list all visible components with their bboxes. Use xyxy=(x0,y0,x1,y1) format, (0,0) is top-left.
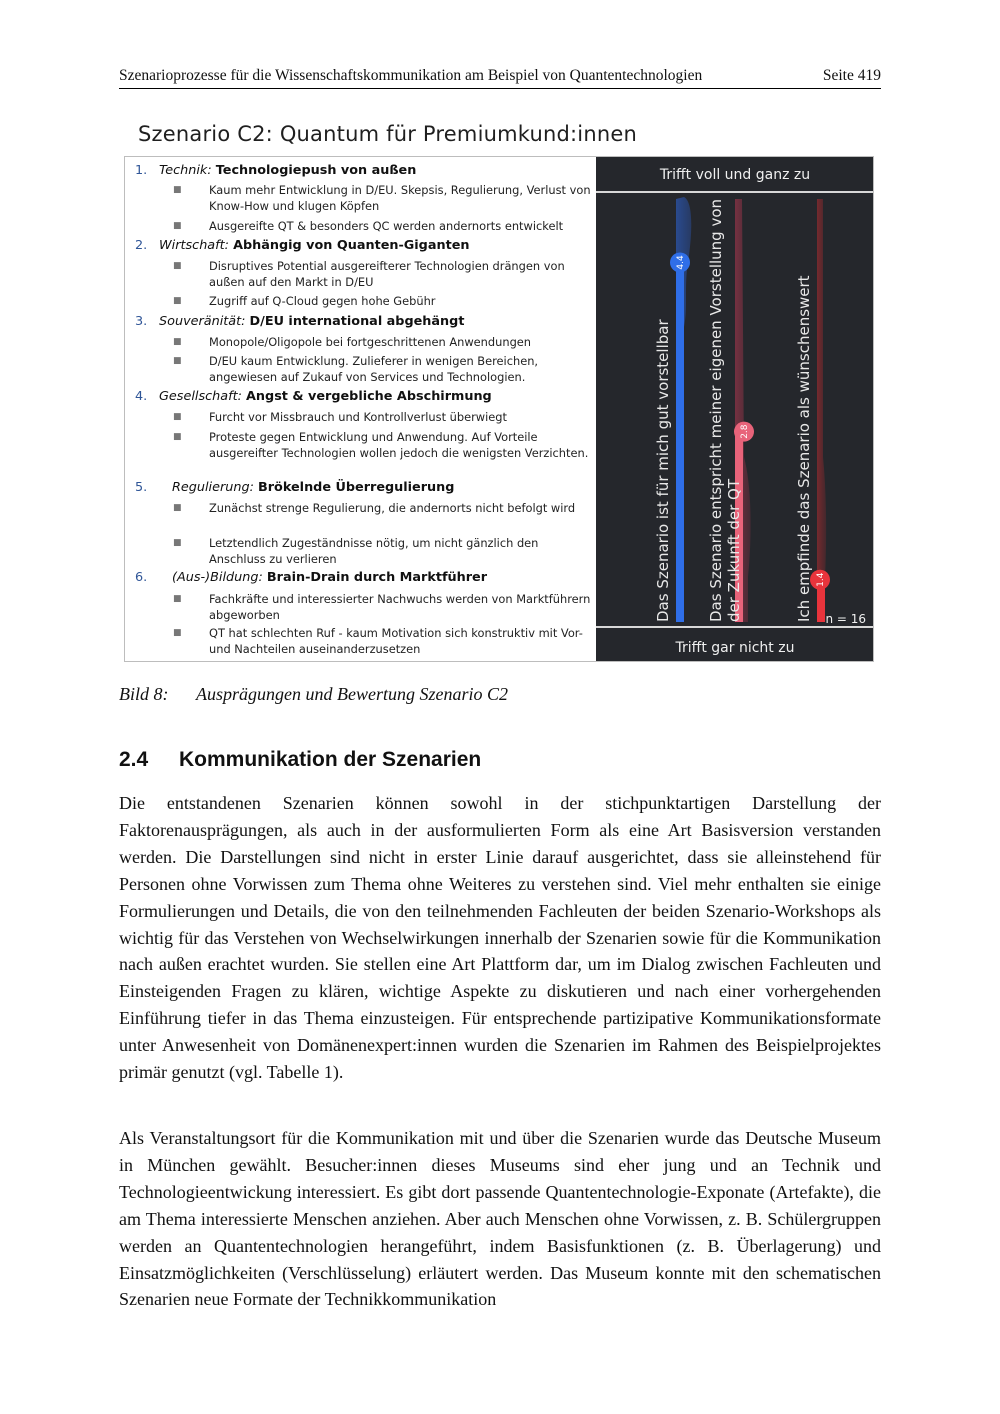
bullet-text: Letztendlich Zugeständnisse nötig, um nicht gänzlich den Anschluss zu verlieren xyxy=(209,536,539,566)
value-bar-1 xyxy=(676,262,684,622)
item-category: (Aus-)Bildung: xyxy=(172,570,263,585)
series-label-2: Das Szenario entspricht meiner eigenen Vorstellung von xyxy=(707,198,725,622)
running-title: Szenarioprozesse für die Wissenschaftskommunikation am Beispiel von Quantentechnologien xyxy=(119,67,703,84)
figure xyxy=(124,156,874,662)
item-category: Wirtschaft: xyxy=(159,238,229,253)
section-heading xyxy=(119,748,481,772)
bullet-text: Kaum mehr Entwicklung in D/EU. Skepsis, Regulierung, Verlust von Know-How und klugen Köpfen xyxy=(209,183,591,213)
series-label-1: Das Szenario ist für mich gut vorstellbar xyxy=(654,319,672,622)
bullet-marker: ■ xyxy=(173,296,182,306)
bullet-marker: ■ xyxy=(173,594,182,604)
body-paragraph: Als Veranstaltungsort für die Kommunikation mit und über die Szenarien wurde das Deutsche Museum in München gewählt. Besucher:innen dieses Museums sind eher jung und an Technik und Technologieentwickung interessiert. Es gibt dort passende Quantentechnologie-Exponate (Artefakte), die am Thema interessierte Menschen anziehen. Aber auch Menschen ohne Vorwissen, z. B. Schülergruppen werden an Quantentechnologien herangeführt, indem Basisfunktionen (z. B. Überlagerung) und Einsatzmöglichkeiten (Verschlüsselung) erläutert werden. Das Museum konnte mit den schematischen Szenarien neue Formate der Technikkommunikation xyxy=(119,1128,881,1310)
factor-item xyxy=(135,389,492,404)
item-heading: Abhängig von Quanten-Giganten xyxy=(233,238,470,253)
item-number: 4. xyxy=(135,389,148,404)
bullet-text: Ausgereifte QT & besonders QC werden andernorts entwickelt xyxy=(209,219,564,233)
bullet-marker: ■ xyxy=(173,185,182,195)
series-label-2-cont: der Zukunft der QT xyxy=(725,478,743,622)
bullet-marker: ■ xyxy=(173,337,182,347)
factor-item xyxy=(135,314,464,329)
bullet-text: Proteste gegen Entwicklung und Anwendung. Auf Vorteile ausgereifter Technologien wollen jedoch die wenigsten Verzichten. xyxy=(209,430,589,460)
bullet-marker: ■ xyxy=(173,221,182,231)
value-label-1: 4.4 xyxy=(676,255,686,270)
body-paragraph: Die entstandenen Szenarien können sowohl in der stichpunktartigen Darstellung der Faktorenausprägungen, als auch in der ausformulierten Form als eine Art Basisversion verstanden werden. Die Darstellungen sind nicht in erster Linie darauf ausgerichtet, dass sie alleinstehend für Personen ohne Vorwissen zum Thema ohne Weiteres zu verstehen sind. Viel mehr enthalten sie einige Formulierungen und Details, die von den teilnehmenden Fachleuten der beiden Szenario-Workshops als wichtig für das Verstehen von Wechselwirkungen innerhalb der Szenarien sowie für die Kommunikation nach außen erachtet wurden. Sie stellen eine Art Plattform dar, um im Dialog zwischen Fachleuten und Einsteigenden Fragen zu klären, wichtige Aspekte zu diskutieren und nach einer vorhergehenden Einführung tiefer in das Thema einzusteigen. Für entsprechende partizipative Kommunikationsformate unter Anwesenheit von Domänenexpert:innen wurden die Szenarien im Rahmen des Beispielprojektes primär genutzt (vgl. Tabelle 1). xyxy=(119,793,881,1083)
factor-item xyxy=(135,238,470,253)
factor-item xyxy=(135,480,454,495)
section-title: Kommunikation der Szenarien xyxy=(179,748,482,771)
item-number: 5. xyxy=(135,480,148,495)
figure-title: Szenario C2: Quantum für Premiumkund:innen xyxy=(138,122,637,146)
bullet-marker: ■ xyxy=(173,538,182,548)
page-header xyxy=(119,66,881,89)
item-number: 2. xyxy=(135,238,148,253)
bullet-text: Fachkräfte und interessierter Nachwuchs werden von Marktführern abgeworben xyxy=(209,592,591,622)
bullet-text: Zunächst strenge Regulierung, die andernorts nicht befolgt wird xyxy=(209,501,576,515)
bullet-marker: ■ xyxy=(173,628,182,638)
item-heading: Brain-Drain durch Marktführer xyxy=(266,570,488,585)
distribution-shape-3 xyxy=(817,199,826,622)
item-number: 6. xyxy=(135,570,148,585)
value-marker-3 xyxy=(810,570,830,590)
bullet-text: Furcht vor Missbrauch und Kontrollverlust überwiegt xyxy=(209,410,507,424)
item-category: Technik: xyxy=(159,163,212,178)
item-number: 1. xyxy=(135,163,148,178)
bullet-text: Zugriff auf Q-Cloud gegen hohe Gebühr xyxy=(209,294,436,308)
item-heading: Technologiepush von außen xyxy=(215,163,417,178)
bottom-scale-label: Trifft gar nicht zu xyxy=(675,640,795,656)
bullet-marker: ■ xyxy=(173,432,182,442)
series-label-3: Ich empfinde das Szenario als wünschenswert xyxy=(795,275,813,622)
bullet-text: D/EU kaum Entwicklung. Zulieferer in wenigen Bereichen, angewiesen auf Zukauf von Services und Technologien. xyxy=(209,354,539,384)
caption-label: Bild 8: xyxy=(119,684,169,704)
item-heading: Angst & vergebliche Abschirmung xyxy=(246,389,492,404)
caption-text: Ausprägungen und Bewertung Szenario C2 xyxy=(196,684,508,704)
rating-chart xyxy=(596,157,873,661)
rating-chart-svg xyxy=(596,157,873,661)
bullet-marker: ■ xyxy=(173,261,182,271)
page-number: Seite 419 xyxy=(822,67,881,84)
bullet-text: Monopole/Oligopole bei fortgeschrittenen Anwendungen xyxy=(209,335,532,349)
value-label-3: 1.4 xyxy=(816,572,826,587)
factor-item xyxy=(135,570,487,585)
item-category: Souveränität: xyxy=(159,314,246,329)
sample-size-label: n = 16 xyxy=(825,612,866,626)
bullet-text: QT hat schlechten Ruf - kaum Motivation sich konstruktiv mit Vor- und Nachteilen auseinanderzusetzen xyxy=(209,626,583,656)
item-heading: Brökelnde Überregulierung xyxy=(257,480,455,495)
value-marker-2 xyxy=(734,422,754,442)
bullet-marker: ■ xyxy=(173,412,182,422)
bullet-text: Disruptives Potential ausgereifterer Technologien drängen von außen auf den Markt in D/EU xyxy=(209,259,565,289)
top-scale-label: Trifft voll und ganz zu xyxy=(659,167,811,183)
section-number: 2.4 xyxy=(119,748,149,771)
factor-list xyxy=(125,157,596,661)
figure-caption xyxy=(119,684,508,705)
value-marker-1 xyxy=(670,252,690,272)
bullet-marker: ■ xyxy=(173,503,182,513)
value-label-2: 2.8 xyxy=(740,424,750,439)
item-category: Regulierung: xyxy=(172,480,254,495)
bullet-marker: ■ xyxy=(173,356,182,366)
item-heading: D/EU international abgehängt xyxy=(249,314,465,329)
item-number: 3. xyxy=(135,314,148,329)
factor-item xyxy=(135,163,416,178)
item-category: Gesellschaft: xyxy=(159,389,242,404)
